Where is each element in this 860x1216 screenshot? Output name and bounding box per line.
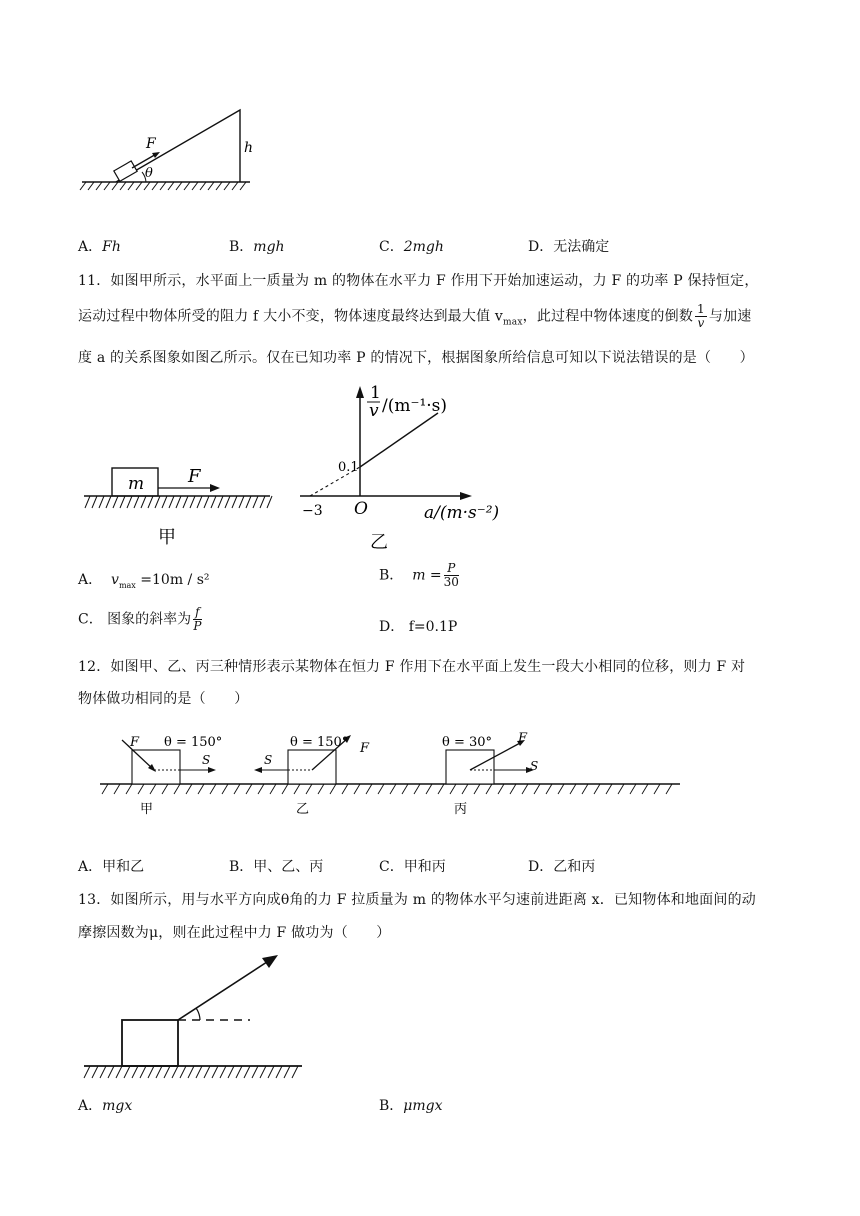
- svg-text:S: S: [264, 753, 273, 767]
- height-label: h: [244, 140, 254, 156]
- graph-line: [360, 413, 438, 467]
- theta-label-jia: θ = 150°: [164, 735, 223, 750]
- q11-stem-line2: 运动过程中物体所受的阻力 f 大小不变，物体速度最终达到最大值 $v_{max}$，此过程中物体速度的倒数 $\frac{1}{v}$ 与加速: [78, 302, 752, 330]
- x-axis-label: a/(m·s⁻²): [424, 503, 500, 523]
- caption-bing: 丙: [454, 802, 468, 817]
- q13-pull-figure: [80, 950, 310, 1085]
- q10-option-a[interactable]: A．Fh: [78, 239, 121, 255]
- caption-jia: 甲: [140, 802, 154, 817]
- q13-stem-line1: 13．如图所示，用与水平方向成θ角的力 F 拉质量为 m 的物体水平匀速前进距离 x．已知物体和地面间的动: [78, 892, 756, 908]
- q12-option-a[interactable]: A．甲和乙: [78, 859, 145, 875]
- q11-stem-line3: 度 a 的关系图象如图乙所示。仅在已知功率 P 的情况下，根据图象所给信息可知以下说法错误的是（ ）: [78, 350, 754, 366]
- caption-jia: 甲: [158, 527, 176, 548]
- q11-option-b[interactable]: B． m = $\frac{P}{30}$: [379, 561, 459, 589]
- q11-option-a[interactable]: A． $v_{max} =10m / s^2$: [78, 572, 210, 590]
- q12-three-cases-figure: [98, 726, 688, 826]
- q13-option-b[interactable]: B．μmgx: [379, 1098, 443, 1114]
- q11-graph-yi: [296, 378, 516, 554]
- svg-text:S: S: [202, 753, 211, 767]
- q11-stem-line1: 11．如图甲所示，水平面上一质量为 m 的物体在水平力 F 作用下开始加速运动，力 F 的功率 P 保持恒定，: [78, 273, 759, 289]
- svg-text:1: 1: [370, 383, 381, 403]
- q12-stem-line2: 物体做功相同的是（ ）: [78, 691, 249, 707]
- q11-figure-jia: [82, 460, 282, 550]
- y-intercept-tick: 0.1: [338, 460, 359, 475]
- force-label: F: [188, 466, 201, 487]
- q13-option-a[interactable]: A．mgx: [78, 1098, 133, 1114]
- force-label: F: [146, 136, 156, 152]
- theta-label-bing: θ = 30°: [442, 735, 493, 750]
- angle-label: θ: [145, 166, 153, 181]
- theta-label-yi: θ = 150°: [290, 735, 349, 750]
- q10-incline-figure: [78, 100, 268, 200]
- q12-option-c[interactable]: C．甲和丙: [379, 859, 446, 875]
- x-intercept-tick: −3: [302, 503, 323, 519]
- q10-option-b[interactable]: B．mgh: [229, 239, 285, 255]
- q11-option-d[interactable]: D． f=0.1P: [379, 619, 458, 635]
- q10-option-d[interactable]: D．无法确定: [528, 239, 610, 255]
- q12-option-b[interactable]: B．甲、乙、丙: [229, 859, 324, 875]
- q11-option-c[interactable]: C． 图象的斜率为 $\frac{f}{P}$: [78, 605, 202, 633]
- caption-yi: 乙: [296, 802, 310, 817]
- svg-text:F: F: [360, 741, 370, 756]
- mass-label: m: [128, 474, 145, 494]
- svg-text:F: F: [130, 735, 140, 750]
- svg-text:F: F: [518, 731, 528, 746]
- q12-option-d[interactable]: D．乙和丙: [528, 859, 596, 875]
- q12-stem-line1: 12．如图甲、乙、丙三种情形表示某物体在恒力 F 作用下在水平面上发生一段大小相同的位移，则力 F 对: [78, 659, 746, 675]
- y-axis-unit: /(m⁻¹·s): [382, 396, 448, 416]
- q10-option-c[interactable]: C．2mgh: [379, 239, 444, 255]
- q13-stem-line2: 摩擦因数为μ，则在此过程中力 F 做功为（ ）: [78, 925, 391, 941]
- caption-yi: 乙: [370, 532, 388, 553]
- origin-label: O: [354, 499, 368, 519]
- inverse-velocity-fraction: $\frac{1}{v}$: [697, 302, 705, 330]
- svg-text:v: v: [369, 401, 379, 421]
- svg-text:S: S: [530, 759, 539, 773]
